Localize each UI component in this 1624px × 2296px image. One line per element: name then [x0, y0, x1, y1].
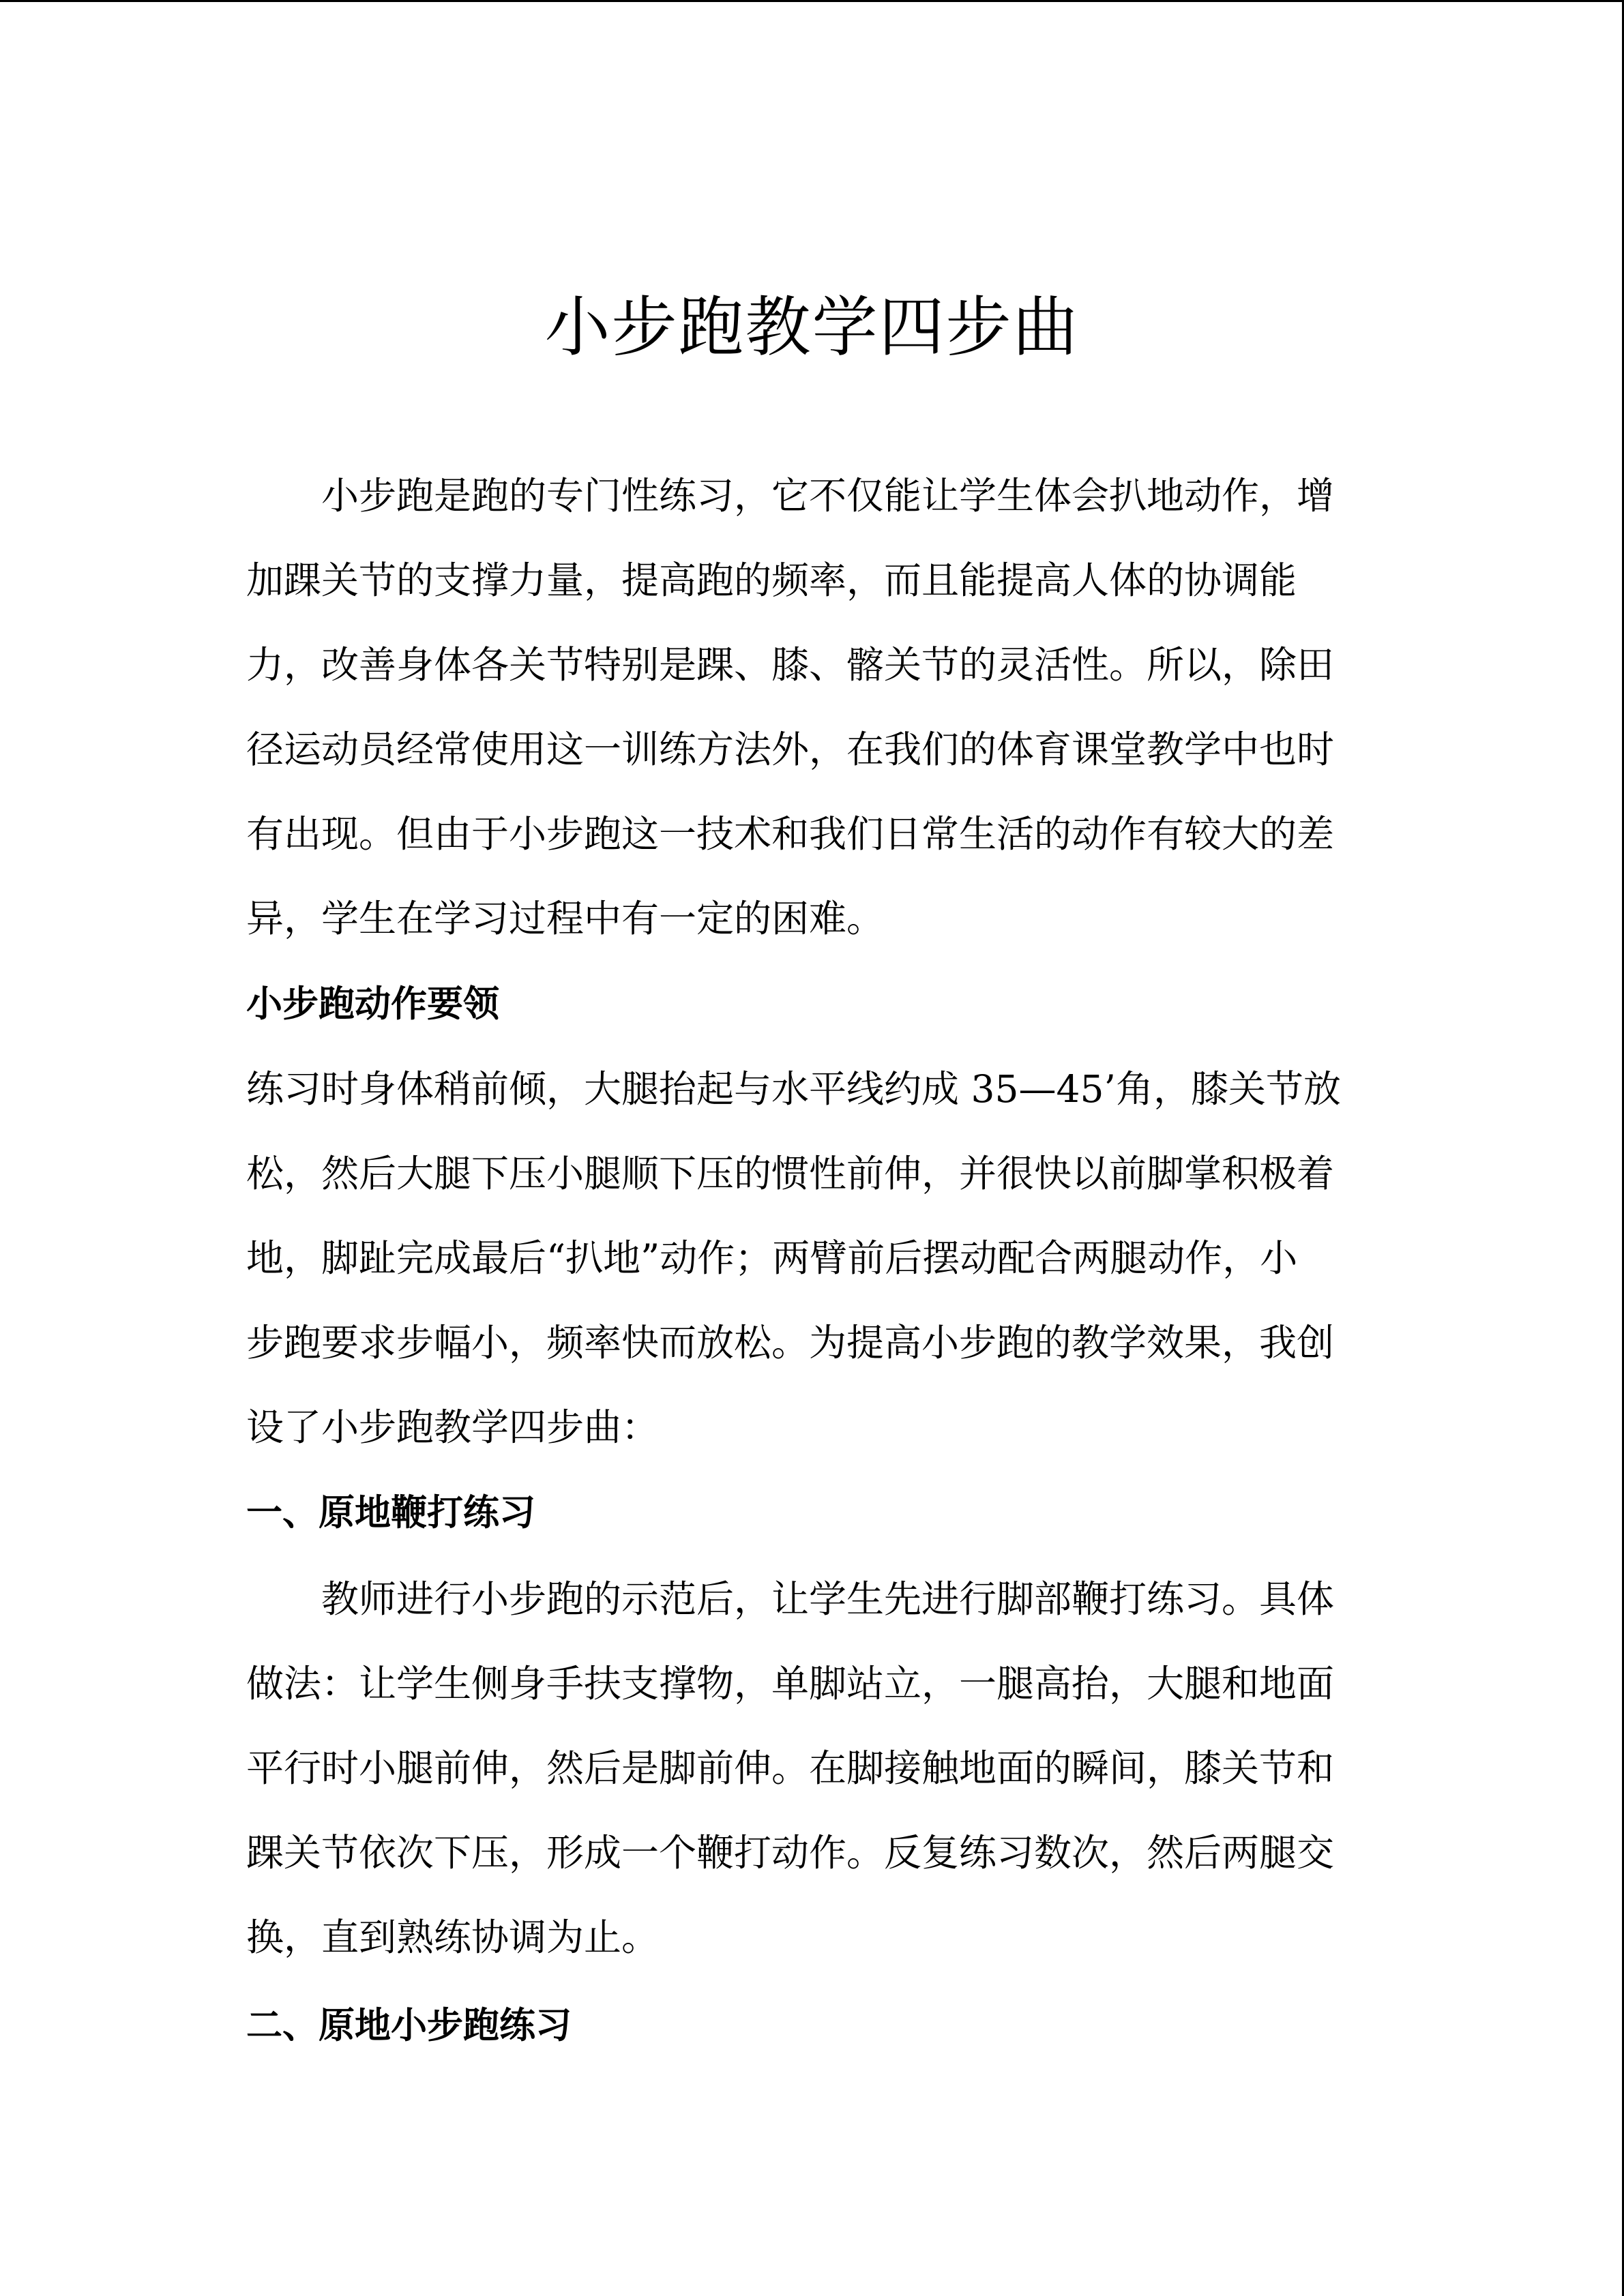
- section-one-line-3: 平行时小腿前伸，然后是脚前伸。在脚接触地面的瞬间，膝关节和: [246, 1746, 1335, 1790]
- intro-line-4: 径运动员经常使用这一训练方法外，在我们的体育课堂教学中也时: [246, 728, 1335, 771]
- section-heading-one: 一、原地鞭打练习: [246, 1492, 535, 1534]
- section-heading-two: 二、原地小步跑练习: [246, 2005, 572, 2046]
- intro-line-1: 小步跑是跑的专门性练习，它不仅能让学生体会扒地动作，增: [321, 474, 1335, 518]
- section-one-line-5: 换，直到熟练协调为止。: [246, 1915, 660, 1959]
- section-one-line-1: 教师进行小步跑的示范后，让学生先进行脚部鞭打练习。具体: [321, 1577, 1335, 1621]
- essentials-line-4: 步跑要求步幅小，频率快而放松。为提高小步跑的教学效果，我创: [246, 1321, 1335, 1365]
- essentials-line-2: 松，然后大腿下压小腿顺下压的惯性前伸，并很快以前脚掌积极着: [246, 1152, 1335, 1195]
- section-heading-essentials: 小步跑动作要领: [246, 983, 499, 1025]
- intro-line-5: 有出现。但由于小步跑这一技术和我们日常生活的动作有较大的差: [246, 812, 1335, 856]
- section-one-line-2: 做法：让学生侧身手扶支撑物，单脚站立，一腿高抬，大腿和地面: [246, 1662, 1335, 1705]
- section-one-line-4: 踝关节依次下压，形成一个鞭打动作。反复练习数次，然后两腿交: [246, 1831, 1335, 1875]
- document-title: 小步跑教学四步曲: [544, 289, 1080, 366]
- essentials-line-1: 练习时身体稍前倾，大腿抬起与水平线约成 35—45’角，膝关节放: [246, 1067, 1341, 1111]
- intro-line-3: 力，改善身体各关节特别是踝、膝、髂关节的灵活性。所以，除田: [246, 643, 1335, 687]
- intro-line-6: 异，学生在学习过程中有一定的困难。: [246, 897, 885, 940]
- essentials-line-5: 设了小步跑教学四步曲：: [246, 1405, 660, 1449]
- essentials-line-3: 地，脚趾完成最后“扒地”动作；两臂前后摆动配合两腿动作，小: [246, 1236, 1298, 1280]
- intro-line-2: 加踝关节的支撑力量，提高跑的频率，而且能提高人体的协调能: [246, 558, 1297, 602]
